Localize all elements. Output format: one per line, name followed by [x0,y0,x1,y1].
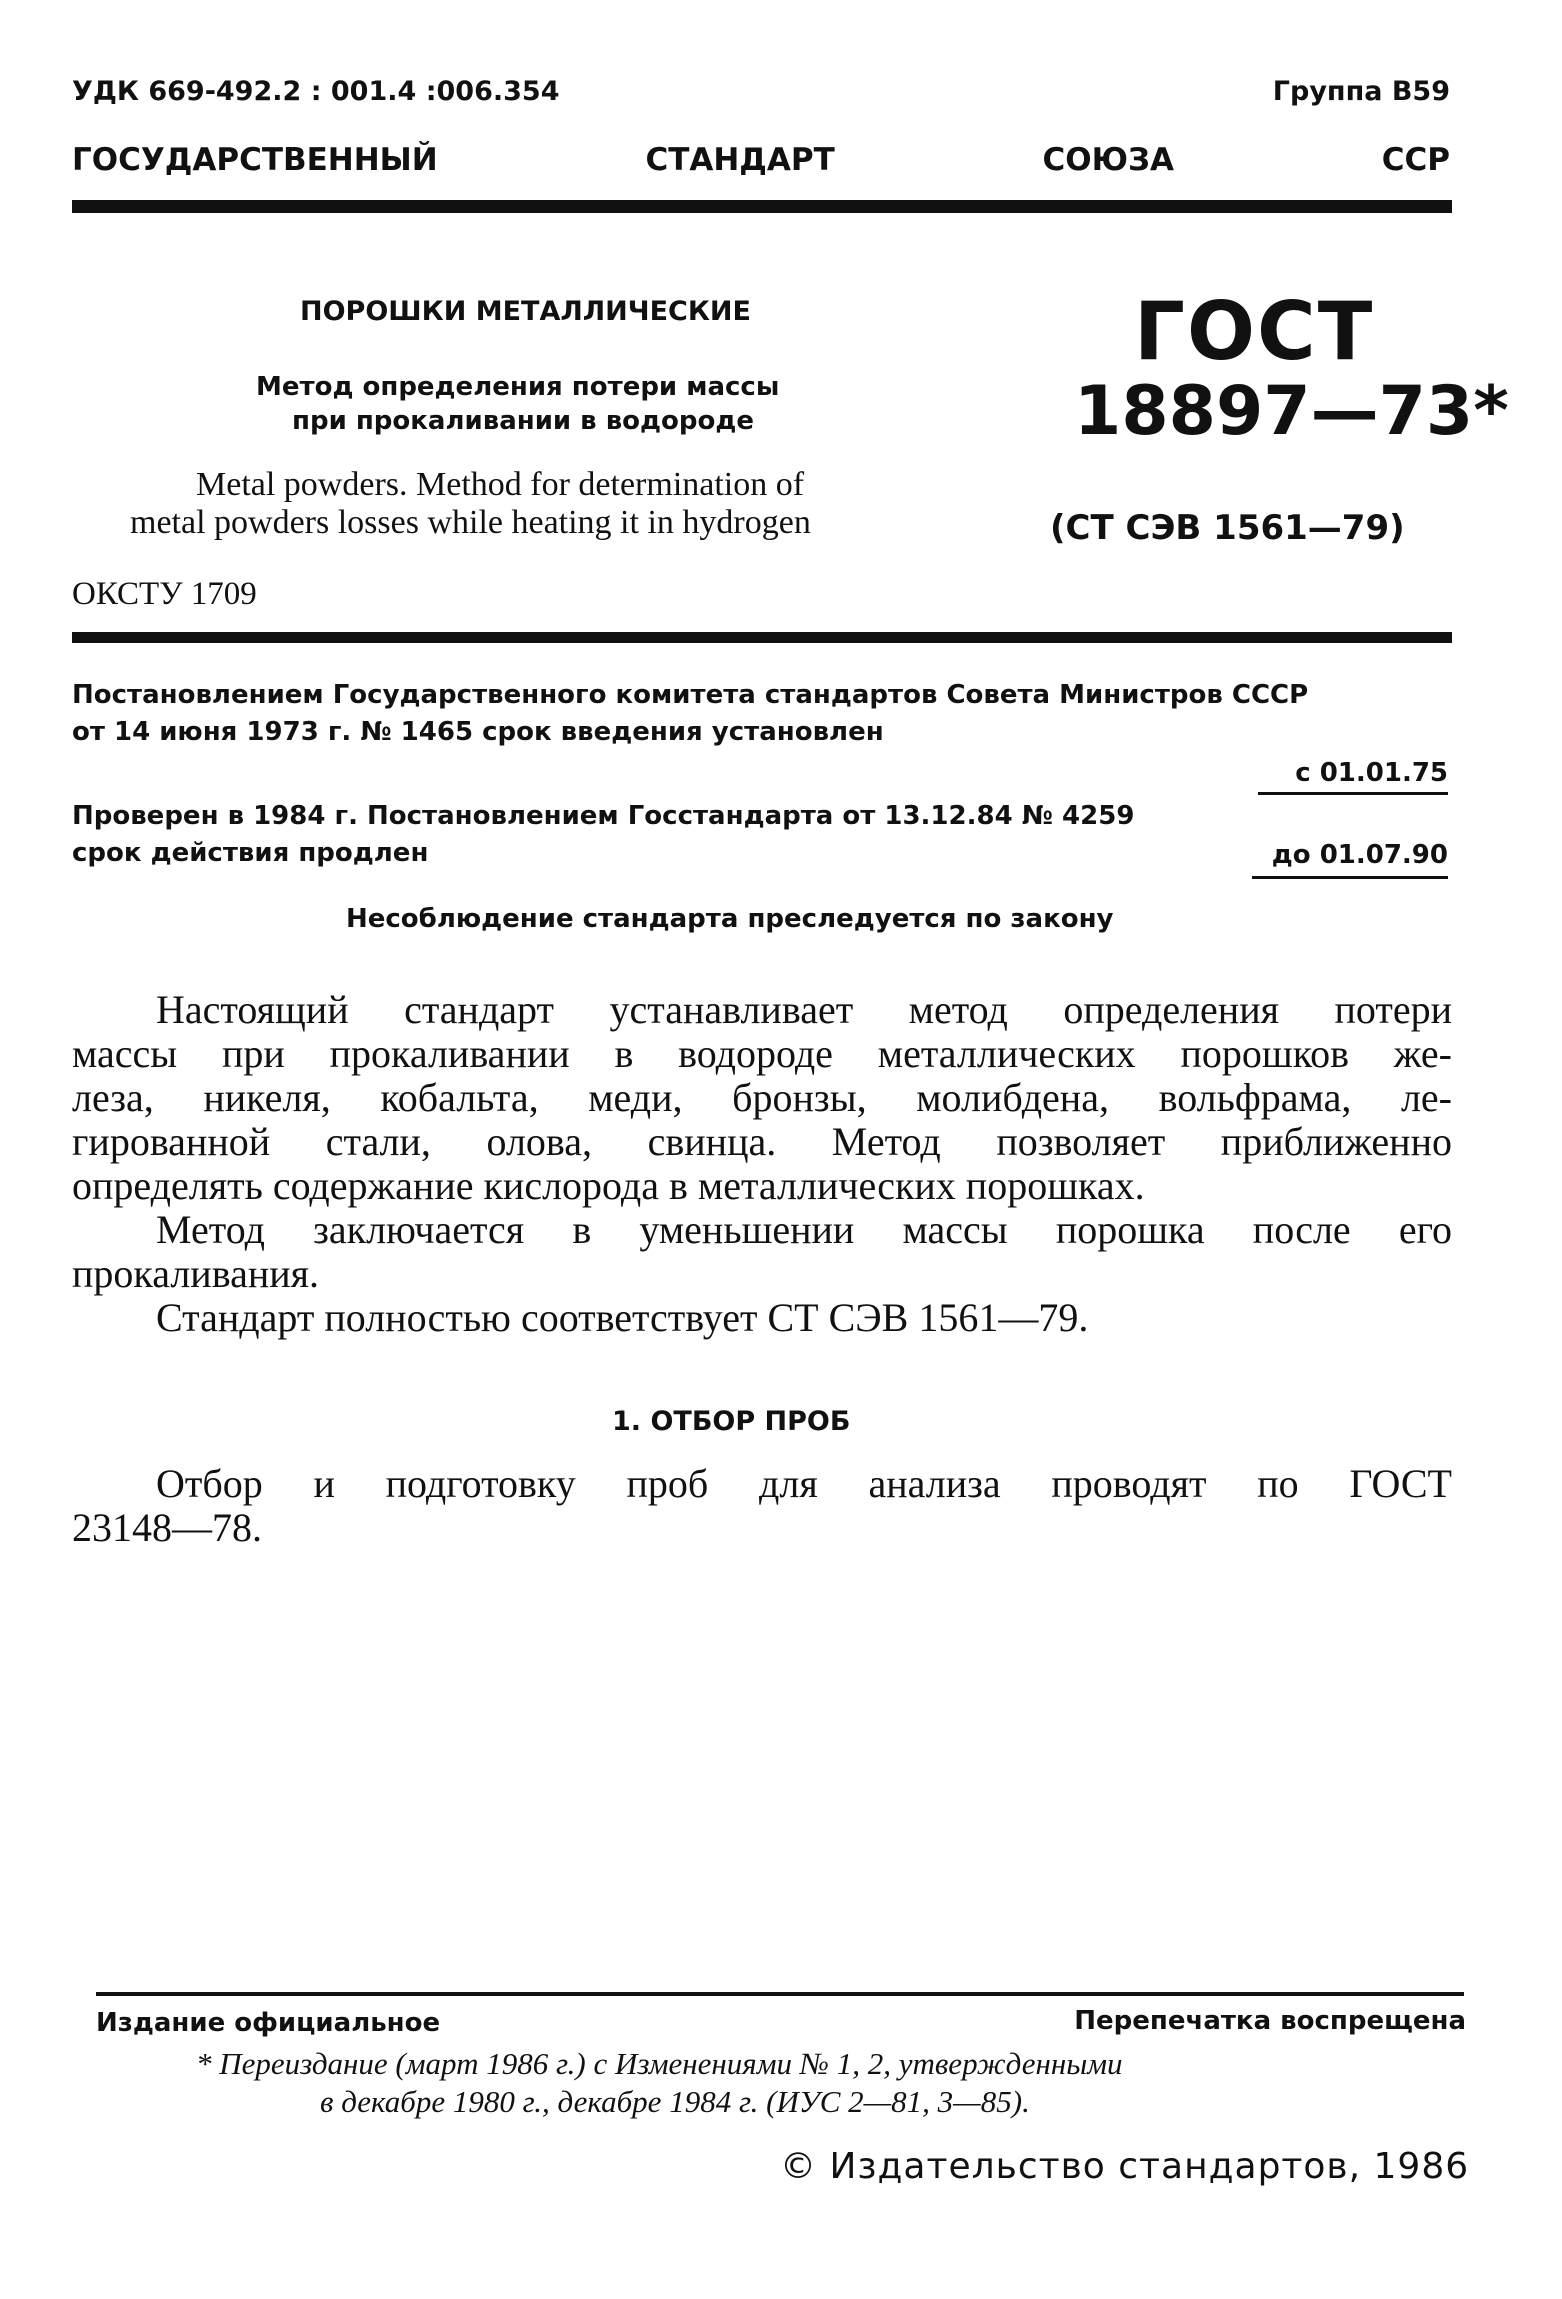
law-notice: Несоблюдение стандарта преследуется по закону [346,904,1114,934]
state-standard-banner [72,142,1450,178]
document-subtitle-line1: Метод определения потери массы [256,372,780,402]
top-thick-rule [72,200,1452,213]
edition-label: Издание официальное [96,2008,441,2038]
copyright-notice: © Издательство стандартов, 1986 [780,2146,1470,2187]
banner-word-4: ССР [1381,142,1450,178]
expiry-date: до 01.07.90 [1271,840,1448,870]
expiry-date-underline [1252,876,1448,879]
footnote-line2: в декабре 1980 г., декабре 1984 г. (ИУС 2—81, 3—85). [320,2084,1030,2119]
paragraph-line: Отбор и подготовку проб для анализа проводят по ГОСТ [156,1461,1452,1506]
document-subtitle-line2: при прокаливании в водороде [292,406,754,436]
paragraph-line: гированной стали, олова, свинца. Метод позволяет приближенно [72,1119,1452,1164]
footer-rule [96,1992,1464,1996]
paragraph-line: массы при прокаливании в водороде металлических порошков же- [72,1031,1452,1076]
english-title-line2: metal powders losses while heating it in hydrogen [130,504,811,541]
gost-number: 18897—73* [1074,372,1509,451]
section-body [72,1462,1452,1550]
paragraph-line: Настоящий стандарт устанавливает метод определения потери [156,987,1452,1032]
reprint-notice: Перепечатка воспрещена [1074,2006,1466,2036]
paragraph-line: Метод заключается в уменьшении массы порошка после его [156,1207,1452,1252]
english-title-line1: Metal powders. Method for determination of [196,466,805,503]
gost-label: ГОСТ [1134,285,1375,378]
paragraph-line: прокаливания. [72,1251,320,1296]
decree-line2: от 14 июня 1973 г. № 1465 срок введения установлен [72,717,884,747]
group-code: Группа В59 [1272,76,1450,107]
banner-word-1: ГОСУДАРСТВЕННЫЙ [72,142,438,178]
paragraph-line: Стандарт полностью соответствует СТ СЭВ 1561—79. [156,1295,1089,1340]
cmea-reference: (СТ СЭВ 1561—79) [1050,508,1405,548]
section-heading: 1. ОТБОР ПРОБ [612,1406,851,1437]
udk-code: УДК 669-492.2 : 001.4 :006.354 [72,76,560,107]
decree-line1: Постановлением Государственного комитета стандартов Совета Министров СССР [72,680,1309,710]
effective-date-underline [1258,792,1448,795]
paragraph-line: определять содержание кислорода в металлических порошках. [72,1163,1145,1208]
effective-date: с 01.01.75 [1295,758,1448,788]
checked-line1: Проверен в 1984 г. Постановлением Госстандарта от 13.12.84 № 4259 [72,801,1135,831]
oksty-code: ОКСТУ 1709 [72,576,257,612]
paragraph-line: 23148—78. [72,1505,262,1550]
middle-thick-rule [72,632,1452,643]
body-text [72,988,1452,1340]
banner-word-3: СОЮЗА [1042,142,1175,178]
document-title: ПОРОШКИ МЕТАЛЛИЧЕСКИЕ [300,296,751,327]
paragraph-line: леза, никеля, кобальта, меди, бронзы, молибдена, вольфрама, ле- [72,1075,1452,1120]
footnote-line1: * Переиздание (март 1986 г.) с Изменениями № 1, 2, утвержденными [196,2046,1123,2081]
banner-word-2: СТАНДАРТ [645,142,835,178]
checked-line2: срок действия продлен [72,838,429,868]
